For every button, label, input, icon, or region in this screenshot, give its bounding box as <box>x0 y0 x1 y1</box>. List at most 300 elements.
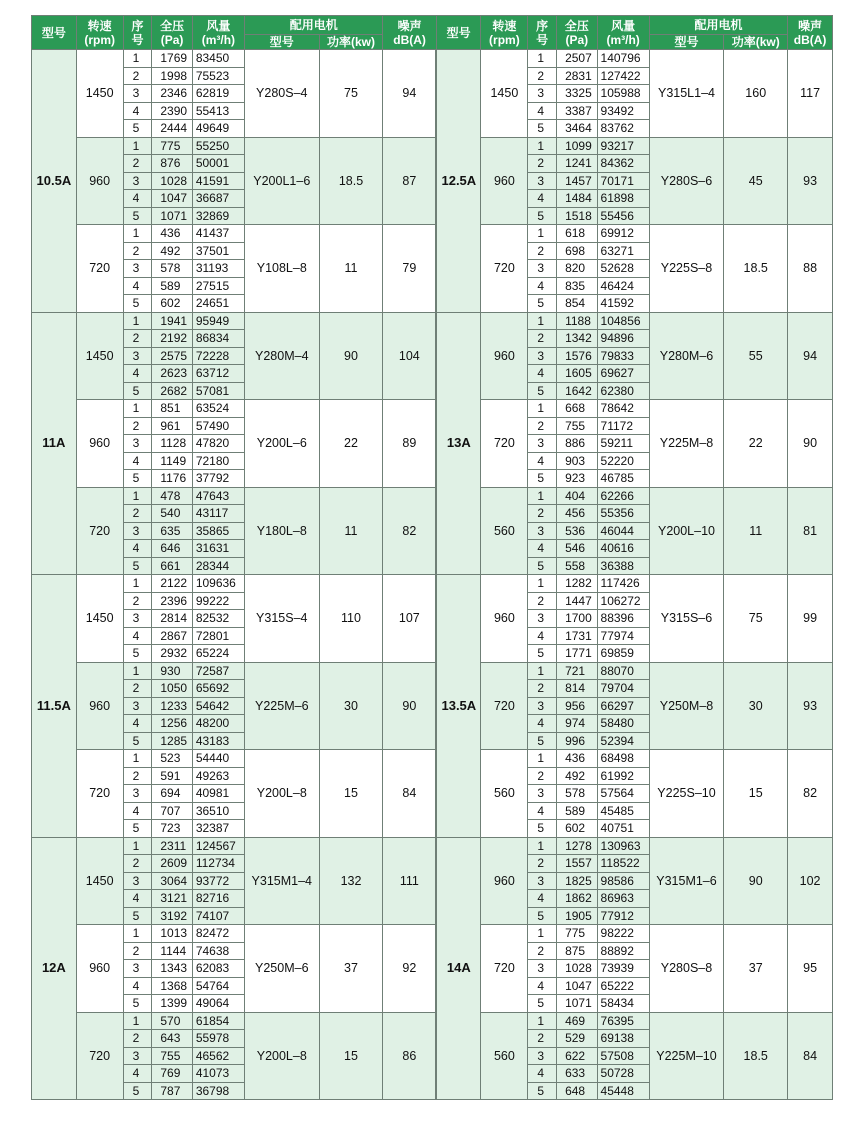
left-noise-cell: 89 <box>383 400 436 488</box>
right-speed-cell: 960 <box>481 137 528 225</box>
left-flow-cell: 65692 <box>192 680 244 698</box>
right-pressure-cell: 578 <box>557 785 597 803</box>
right-index-cell: 5 <box>528 1082 557 1100</box>
right-header-pressure-text: 全压 <box>564 18 589 33</box>
left-flow-cell: 36798 <box>192 1082 244 1100</box>
left-motor-power-cell: 37 <box>319 925 383 1013</box>
table-row <box>32 225 833 243</box>
right-flow-cell: 58480 <box>597 715 649 733</box>
right-pressure-cell: 1457 <box>557 172 597 190</box>
left-motor-model-cell: Y250M–6 <box>245 925 320 1013</box>
left-motor-power-cell: 11 <box>319 487 383 575</box>
left-pressure-cell: 2575 <box>152 347 192 365</box>
right-flow-cell: 98586 <box>597 872 649 890</box>
right-model-cell: 13.5A <box>436 575 481 838</box>
right-header-index-text: 序 <box>536 18 549 33</box>
left-pressure-cell: 876 <box>152 155 192 173</box>
left-index-cell: 1 <box>123 487 152 505</box>
right-header-motor-group <box>649 16 787 35</box>
left-flow-cell: 41591 <box>192 172 244 190</box>
table-header <box>32 16 833 50</box>
left-pressure-cell: 1343 <box>152 960 192 978</box>
left-pressure-cell: 436 <box>152 225 192 243</box>
right-flow-cell: 79833 <box>597 347 649 365</box>
left-motor-power-cell: 110 <box>319 575 383 663</box>
left-flow-cell: 28344 <box>192 557 244 575</box>
right-header-motor-power <box>724 35 788 50</box>
right-index-cell: 2 <box>528 680 557 698</box>
left-index-cell: 2 <box>123 680 152 698</box>
right-index-cell: 1 <box>528 925 557 943</box>
right-speed-cell: 720 <box>481 400 528 488</box>
right-header-index-text: 号 <box>536 32 549 47</box>
left-header-motor-power <box>319 35 383 50</box>
table-row <box>32 662 833 680</box>
left-noise-cell: 84 <box>383 750 436 838</box>
table-body <box>32 50 833 1100</box>
left-motor-model-cell: Y280S–4 <box>245 50 320 138</box>
left-noise-cell: 107 <box>383 575 436 663</box>
left-noise-cell: 86 <box>383 1012 436 1100</box>
fan-spec-table <box>31 15 833 1100</box>
left-index-cell: 5 <box>123 645 152 663</box>
right-noise-cell: 93 <box>788 662 833 750</box>
right-pressure-cell: 622 <box>557 1047 597 1065</box>
right-index-cell: 4 <box>528 715 557 733</box>
left-index-cell: 2 <box>123 767 152 785</box>
left-pressure-cell: 1399 <box>152 995 192 1013</box>
right-flow-cell: 57508 <box>597 1047 649 1065</box>
left-header-model-text: 型号 <box>41 25 66 40</box>
right-flow-cell: 105988 <box>597 85 649 103</box>
right-speed-cell: 720 <box>481 225 528 313</box>
right-flow-cell: 45485 <box>597 802 649 820</box>
right-noise-cell: 117 <box>788 50 833 138</box>
left-flow-cell: 50001 <box>192 155 244 173</box>
right-flow-cell: 76395 <box>597 1012 649 1030</box>
left-flow-cell: 63712 <box>192 365 244 383</box>
right-flow-cell: 127422 <box>597 67 649 85</box>
right-flow-cell: 77974 <box>597 627 649 645</box>
right-flow-cell: 88070 <box>597 662 649 680</box>
right-speed-cell: 960 <box>481 837 528 925</box>
left-pressure-cell: 1233 <box>152 697 192 715</box>
right-noise-cell: 94 <box>788 312 833 400</box>
right-pressure-cell: 1518 <box>557 207 597 225</box>
right-index-cell: 5 <box>528 995 557 1013</box>
left-index-cell: 3 <box>123 85 152 103</box>
right-index-cell: 4 <box>528 1065 557 1083</box>
right-index-cell: 4 <box>528 802 557 820</box>
right-flow-cell: 106272 <box>597 592 649 610</box>
right-index-cell: 5 <box>528 382 557 400</box>
right-speed-cell: 1450 <box>481 50 528 138</box>
left-header-speed-text: 转速 <box>87 18 112 33</box>
right-noise-cell: 84 <box>788 1012 833 1100</box>
right-pressure-cell: 589 <box>557 802 597 820</box>
left-speed-cell: 720 <box>76 225 123 313</box>
right-pressure-cell: 1825 <box>557 872 597 890</box>
left-pressure-cell: 2122 <box>152 575 192 593</box>
left-flow-cell: 31631 <box>192 540 244 558</box>
left-speed-cell: 1450 <box>76 575 123 663</box>
left-motor-model-cell: Y200L1–6 <box>245 137 320 225</box>
right-index-cell: 2 <box>528 505 557 523</box>
right-index-cell: 5 <box>528 207 557 225</box>
right-flow-cell: 68498 <box>597 750 649 768</box>
left-index-cell: 4 <box>123 540 152 558</box>
left-flow-cell: 74638 <box>192 942 244 960</box>
left-index-cell: 2 <box>123 855 152 873</box>
left-index-cell: 3 <box>123 610 152 628</box>
right-flow-cell: 79704 <box>597 680 649 698</box>
left-motor-power-cell: 15 <box>319 750 383 838</box>
left-flow-cell: 55978 <box>192 1030 244 1048</box>
right-flow-cell: 93217 <box>597 137 649 155</box>
right-flow-cell: 98222 <box>597 925 649 943</box>
right-motor-power-cell: 55 <box>724 312 788 400</box>
right-header-flow-text: 风量 <box>611 18 636 33</box>
right-motor-model-cell: Y315S–6 <box>649 575 724 663</box>
left-header-index-text: 序 <box>131 18 144 33</box>
right-pressure-cell: 1342 <box>557 330 597 348</box>
left-model-cell: 11.5A <box>32 575 77 838</box>
right-motor-power-cell: 45 <box>724 137 788 225</box>
table-row <box>32 837 833 855</box>
right-index-cell: 2 <box>528 330 557 348</box>
left-pressure-cell: 707 <box>152 802 192 820</box>
left-pressure-cell: 1176 <box>152 470 192 488</box>
left-index-cell: 3 <box>123 347 152 365</box>
right-noise-cell: 90 <box>788 400 833 488</box>
left-pressure-cell: 2814 <box>152 610 192 628</box>
right-index-cell: 1 <box>528 662 557 680</box>
right-pressure-cell: 1605 <box>557 365 597 383</box>
left-flow-cell: 124567 <box>192 837 244 855</box>
left-pressure-cell: 2623 <box>152 365 192 383</box>
left-pressure-cell: 523 <box>152 750 192 768</box>
right-index-cell: 5 <box>528 645 557 663</box>
left-pressure-cell: 930 <box>152 662 192 680</box>
right-pressure-cell: 875 <box>557 942 597 960</box>
left-index-cell: 1 <box>123 1012 152 1030</box>
right-flow-cell: 46044 <box>597 522 649 540</box>
right-index-cell: 1 <box>528 837 557 855</box>
left-index-cell: 5 <box>123 382 152 400</box>
left-flow-cell: 109636 <box>192 575 244 593</box>
right-flow-cell: 83762 <box>597 120 649 138</box>
right-index-cell: 3 <box>528 435 557 453</box>
left-pressure-cell: 492 <box>152 242 192 260</box>
right-motor-model-cell: Y250M–8 <box>649 662 724 750</box>
left-index-cell: 1 <box>123 662 152 680</box>
left-speed-cell: 960 <box>76 137 123 225</box>
left-flow-cell: 57081 <box>192 382 244 400</box>
left-flow-cell: 99222 <box>192 592 244 610</box>
left-motor-power-cell: 30 <box>319 662 383 750</box>
right-pressure-cell: 469 <box>557 1012 597 1030</box>
left-flow-cell: 41437 <box>192 225 244 243</box>
left-flow-cell: 43183 <box>192 732 244 750</box>
left-pressure-cell: 643 <box>152 1030 192 1048</box>
right-header-motor-model <box>649 35 724 50</box>
left-pressure-cell: 694 <box>152 785 192 803</box>
left-pressure-cell: 2609 <box>152 855 192 873</box>
right-header-noise-text: 噪声 <box>798 18 823 33</box>
right-flow-cell: 69627 <box>597 365 649 383</box>
right-pressure-cell: 974 <box>557 715 597 733</box>
left-flow-cell: 82532 <box>192 610 244 628</box>
left-header-noise <box>383 16 436 50</box>
right-motor-power-cell: 15 <box>724 750 788 838</box>
right-flow-cell: 84362 <box>597 155 649 173</box>
right-index-cell: 4 <box>528 102 557 120</box>
left-flow-cell: 32387 <box>192 820 244 838</box>
right-speed-cell: 960 <box>481 575 528 663</box>
left-flow-cell: 95949 <box>192 312 244 330</box>
right-motor-power-cell: 75 <box>724 575 788 663</box>
left-pressure-cell: 775 <box>152 137 192 155</box>
right-flow-cell: 104856 <box>597 312 649 330</box>
right-pressure-cell: 1282 <box>557 575 597 593</box>
left-speed-cell: 960 <box>76 662 123 750</box>
right-index-cell: 3 <box>528 172 557 190</box>
right-index-cell: 2 <box>528 242 557 260</box>
right-index-cell: 1 <box>528 1012 557 1030</box>
left-index-cell: 3 <box>123 1047 152 1065</box>
right-flow-cell: 86963 <box>597 890 649 908</box>
left-index-cell: 2 <box>123 67 152 85</box>
left-noise-cell: 90 <box>383 662 436 750</box>
left-pressure-cell: 1368 <box>152 977 192 995</box>
right-flow-cell: 62266 <box>597 487 649 505</box>
right-motor-model-cell: Y225M–8 <box>649 400 724 488</box>
left-flow-cell: 62819 <box>192 85 244 103</box>
right-motor-model-cell: Y225S–10 <box>649 750 724 838</box>
left-index-cell: 4 <box>123 802 152 820</box>
right-motor-model-cell: Y315M1–6 <box>649 837 724 925</box>
left-motor-model-cell: Y280M–4 <box>245 312 320 400</box>
right-motor-power-cell: 37 <box>724 925 788 1013</box>
left-flow-cell: 36687 <box>192 190 244 208</box>
right-index-cell: 4 <box>528 365 557 383</box>
right-index-cell: 3 <box>528 1047 557 1065</box>
right-pressure-cell: 835 <box>557 277 597 295</box>
right-header-motor-group-text: 配用电机 <box>694 18 743 32</box>
right-pressure-cell: 536 <box>557 522 597 540</box>
left-index-cell: 1 <box>123 837 152 855</box>
right-pressure-cell: 1642 <box>557 382 597 400</box>
right-flow-cell: 71172 <box>597 417 649 435</box>
left-flow-cell: 83450 <box>192 50 244 68</box>
table-row <box>32 137 833 155</box>
left-speed-cell: 960 <box>76 925 123 1013</box>
left-flow-cell: 49064 <box>192 995 244 1013</box>
right-pressure-cell: 820 <box>557 260 597 278</box>
right-speed-cell: 560 <box>481 1012 528 1100</box>
right-flow-cell: 69138 <box>597 1030 649 1048</box>
right-pressure-cell: 668 <box>557 400 597 418</box>
left-flow-cell: 72587 <box>192 662 244 680</box>
right-noise-cell: 93 <box>788 137 833 225</box>
left-pressure-cell: 2867 <box>152 627 192 645</box>
right-header-flow-text: (m³/h) <box>606 32 640 47</box>
left-flow-cell: 37501 <box>192 242 244 260</box>
right-pressure-cell: 3464 <box>557 120 597 138</box>
right-pressure-cell: 2507 <box>557 50 597 68</box>
right-index-cell: 2 <box>528 67 557 85</box>
left-index-cell: 4 <box>123 452 152 470</box>
left-index-cell: 2 <box>123 330 152 348</box>
right-flow-cell: 55456 <box>597 207 649 225</box>
left-motor-power-cell: 90 <box>319 312 383 400</box>
table-row <box>32 1012 833 1030</box>
left-index-cell: 3 <box>123 522 152 540</box>
left-pressure-cell: 1285 <box>152 732 192 750</box>
left-header-index-text: 号 <box>131 32 144 47</box>
table-row <box>32 750 833 768</box>
table-row <box>32 50 833 68</box>
left-pressure-cell: 723 <box>152 820 192 838</box>
left-index-cell: 1 <box>123 312 152 330</box>
right-index-cell: 3 <box>528 260 557 278</box>
right-flow-cell: 61898 <box>597 190 649 208</box>
left-pressure-cell: 769 <box>152 1065 192 1083</box>
left-flow-cell: 47820 <box>192 435 244 453</box>
left-index-cell: 1 <box>123 925 152 943</box>
right-pressure-cell: 1447 <box>557 592 597 610</box>
left-flow-cell: 36510 <box>192 802 244 820</box>
right-index-cell: 3 <box>528 872 557 890</box>
left-header-speed <box>76 16 123 50</box>
right-motor-model-cell: Y200L–10 <box>649 487 724 575</box>
right-header-pressure-text: (Pa) <box>565 32 589 47</box>
right-header-noise <box>788 16 833 50</box>
right-motor-model-cell: Y280S–6 <box>649 137 724 225</box>
right-pressure-cell: 1188 <box>557 312 597 330</box>
left-pressure-cell: 2932 <box>152 645 192 663</box>
right-noise-cell: 88 <box>788 225 833 313</box>
right-flow-cell: 78642 <box>597 400 649 418</box>
right-index-cell: 3 <box>528 347 557 365</box>
left-index-cell: 2 <box>123 242 152 260</box>
left-index-cell: 3 <box>123 960 152 978</box>
left-pressure-cell: 2444 <box>152 120 192 138</box>
left-pressure-cell: 478 <box>152 487 192 505</box>
left-motor-model-cell: Y200L–8 <box>245 750 320 838</box>
left-pressure-cell: 540 <box>152 505 192 523</box>
left-pressure-cell: 851 <box>152 400 192 418</box>
right-motor-model-cell: Y280M–6 <box>649 312 724 400</box>
right-index-cell: 1 <box>528 750 557 768</box>
right-pressure-cell: 1071 <box>557 995 597 1013</box>
right-speed-cell: 960 <box>481 312 528 400</box>
right-flow-cell: 88892 <box>597 942 649 960</box>
right-pressure-cell: 1700 <box>557 610 597 628</box>
right-flow-cell: 40751 <box>597 820 649 838</box>
left-flow-cell: 49649 <box>192 120 244 138</box>
left-header-pressure <box>152 16 192 50</box>
left-noise-cell: 94 <box>383 50 436 138</box>
left-pressure-cell: 1941 <box>152 312 192 330</box>
left-flow-cell: 40981 <box>192 785 244 803</box>
left-index-cell: 4 <box>123 190 152 208</box>
left-pressure-cell: 1047 <box>152 190 192 208</box>
right-pressure-cell: 854 <box>557 295 597 313</box>
right-index-cell: 1 <box>528 137 557 155</box>
right-index-cell: 2 <box>528 855 557 873</box>
right-flow-cell: 46424 <box>597 277 649 295</box>
right-pressure-cell: 492 <box>557 767 597 785</box>
right-pressure-cell: 1771 <box>557 645 597 663</box>
right-flow-cell: 59211 <box>597 435 649 453</box>
right-index-cell: 2 <box>528 1030 557 1048</box>
right-pressure-cell: 558 <box>557 557 597 575</box>
left-flow-cell: 41073 <box>192 1065 244 1083</box>
right-pressure-cell: 618 <box>557 225 597 243</box>
right-motor-power-cell: 18.5 <box>724 225 788 313</box>
left-header-motor-model-text: 型号 <box>269 35 294 49</box>
right-noise-cell: 82 <box>788 750 833 838</box>
left-index-cell: 2 <box>123 417 152 435</box>
right-motor-model-cell: Y280S–8 <box>649 925 724 1013</box>
left-flow-cell: 48200 <box>192 715 244 733</box>
right-flow-cell: 52628 <box>597 260 649 278</box>
left-noise-cell: 79 <box>383 225 436 313</box>
left-pressure-cell: 661 <box>152 557 192 575</box>
left-noise-cell: 111 <box>383 837 436 925</box>
left-pressure-cell: 961 <box>152 417 192 435</box>
right-index-cell: 2 <box>528 417 557 435</box>
table-row <box>32 312 833 330</box>
right-header-model <box>436 16 481 50</box>
left-index-cell: 5 <box>123 820 152 838</box>
left-index-cell: 1 <box>123 137 152 155</box>
right-pressure-cell: 814 <box>557 680 597 698</box>
right-flow-cell: 57564 <box>597 785 649 803</box>
right-motor-power-cell: 18.5 <box>724 1012 788 1100</box>
left-header-model <box>32 16 77 50</box>
right-model-cell: 12.5A <box>436 50 481 313</box>
left-flow-cell: 37792 <box>192 470 244 488</box>
right-pressure-cell: 404 <box>557 487 597 505</box>
right-index-cell: 3 <box>528 522 557 540</box>
left-index-cell: 2 <box>123 592 152 610</box>
left-pressure-cell: 755 <box>152 1047 192 1065</box>
left-flow-cell: 75523 <box>192 67 244 85</box>
right-pressure-cell: 1862 <box>557 890 597 908</box>
right-speed-cell: 560 <box>481 487 528 575</box>
right-header-speed-text: 转速 <box>492 18 517 33</box>
left-flow-cell: 47643 <box>192 487 244 505</box>
left-model-cell: 12A <box>32 837 77 1100</box>
right-motor-power-cell: 11 <box>724 487 788 575</box>
left-pressure-cell: 1028 <box>152 172 192 190</box>
left-index-cell: 3 <box>123 260 152 278</box>
right-motor-model-cell: Y315L1–4 <box>649 50 724 138</box>
left-pressure-cell: 1769 <box>152 50 192 68</box>
left-flow-cell: 54440 <box>192 750 244 768</box>
left-speed-cell: 720 <box>76 487 123 575</box>
right-pressure-cell: 1731 <box>557 627 597 645</box>
right-index-cell: 4 <box>528 190 557 208</box>
right-model-cell: 13A <box>436 312 481 575</box>
left-flow-cell: 27515 <box>192 277 244 295</box>
right-pressure-cell: 1576 <box>557 347 597 365</box>
left-pressure-cell: 2192 <box>152 330 192 348</box>
left-flow-cell: 43117 <box>192 505 244 523</box>
left-index-cell: 2 <box>123 155 152 173</box>
